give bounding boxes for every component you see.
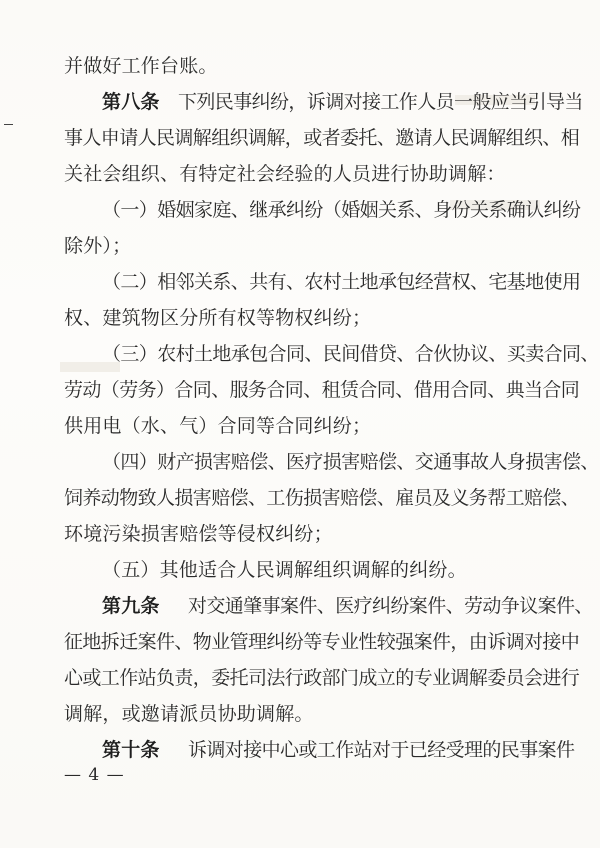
article-10-heading: 第十条 [102,739,160,761]
text-line: 并做好工作台账。 [64,55,218,77]
text-line: 征地拆迁案件、物业管理纠纷等专业性较强案件，由诉调对接中 [64,631,580,653]
text-line: 心或工作站负责，委托司法行政部门成立的专业调解委员会进行 [64,667,580,689]
text-line: 除外）； [64,235,132,257]
text-line: 事人申请人民调解组织调解，或者委托、邀请人民调解组织、相 [64,127,580,149]
text-line: （四）财产损害赔偿、医疗损害赔偿、交通事故人身损害偿、 [102,451,599,473]
text-line: 环境污染损害赔偿等侵权纠纷； [64,523,333,545]
page-number: — 4 — [64,765,125,785]
text-line: （二）相邻关系、共有、农村土地承包经营权、宅基地使用 [102,271,581,293]
text-line: 权、建筑物区分所有权等物权纠纷； [64,307,372,329]
text-line: 对交通肇事案件、医疗纠纷案件、劳动争议案件、 [188,595,593,617]
text-line: 关社会组织、有特定社会经验的人员进行协助调解： [64,163,506,185]
text-line: （三）农村土地承包合同、民间借贷、合伙协议、买卖合同、 [102,343,599,365]
text-line: 诉调对接中心或工作站对于已经受理的民事案件 [188,739,575,761]
article-8-heading: 第八条 [102,91,160,113]
article-9-heading: 第九条 [102,595,160,617]
text-line: （一）婚姻家庭、继承纠纷（婚姻关系、身份关系确认纠纷 [102,199,581,221]
text-line: 劳动（劳务）合同、服务合同、租赁合同、借用合同、典当合同 [64,379,580,401]
text-line: 调解，或邀请派员协助调解。 [64,703,314,725]
text-line: 下列民事纠纷，诉调对接工作人员一般应当引导当 [178,91,583,113]
text-line: （五）其他适合人民调解组织调解的纠纷。 [102,559,467,581]
text-line: 供用电（水、气）合同等合同纠纷； [64,415,372,437]
margin-mark [4,124,13,125]
text-line: 饲养动物致人损害赔偿、工伤损害赔偿、雇员及义务帮工赔偿、 [64,487,580,509]
